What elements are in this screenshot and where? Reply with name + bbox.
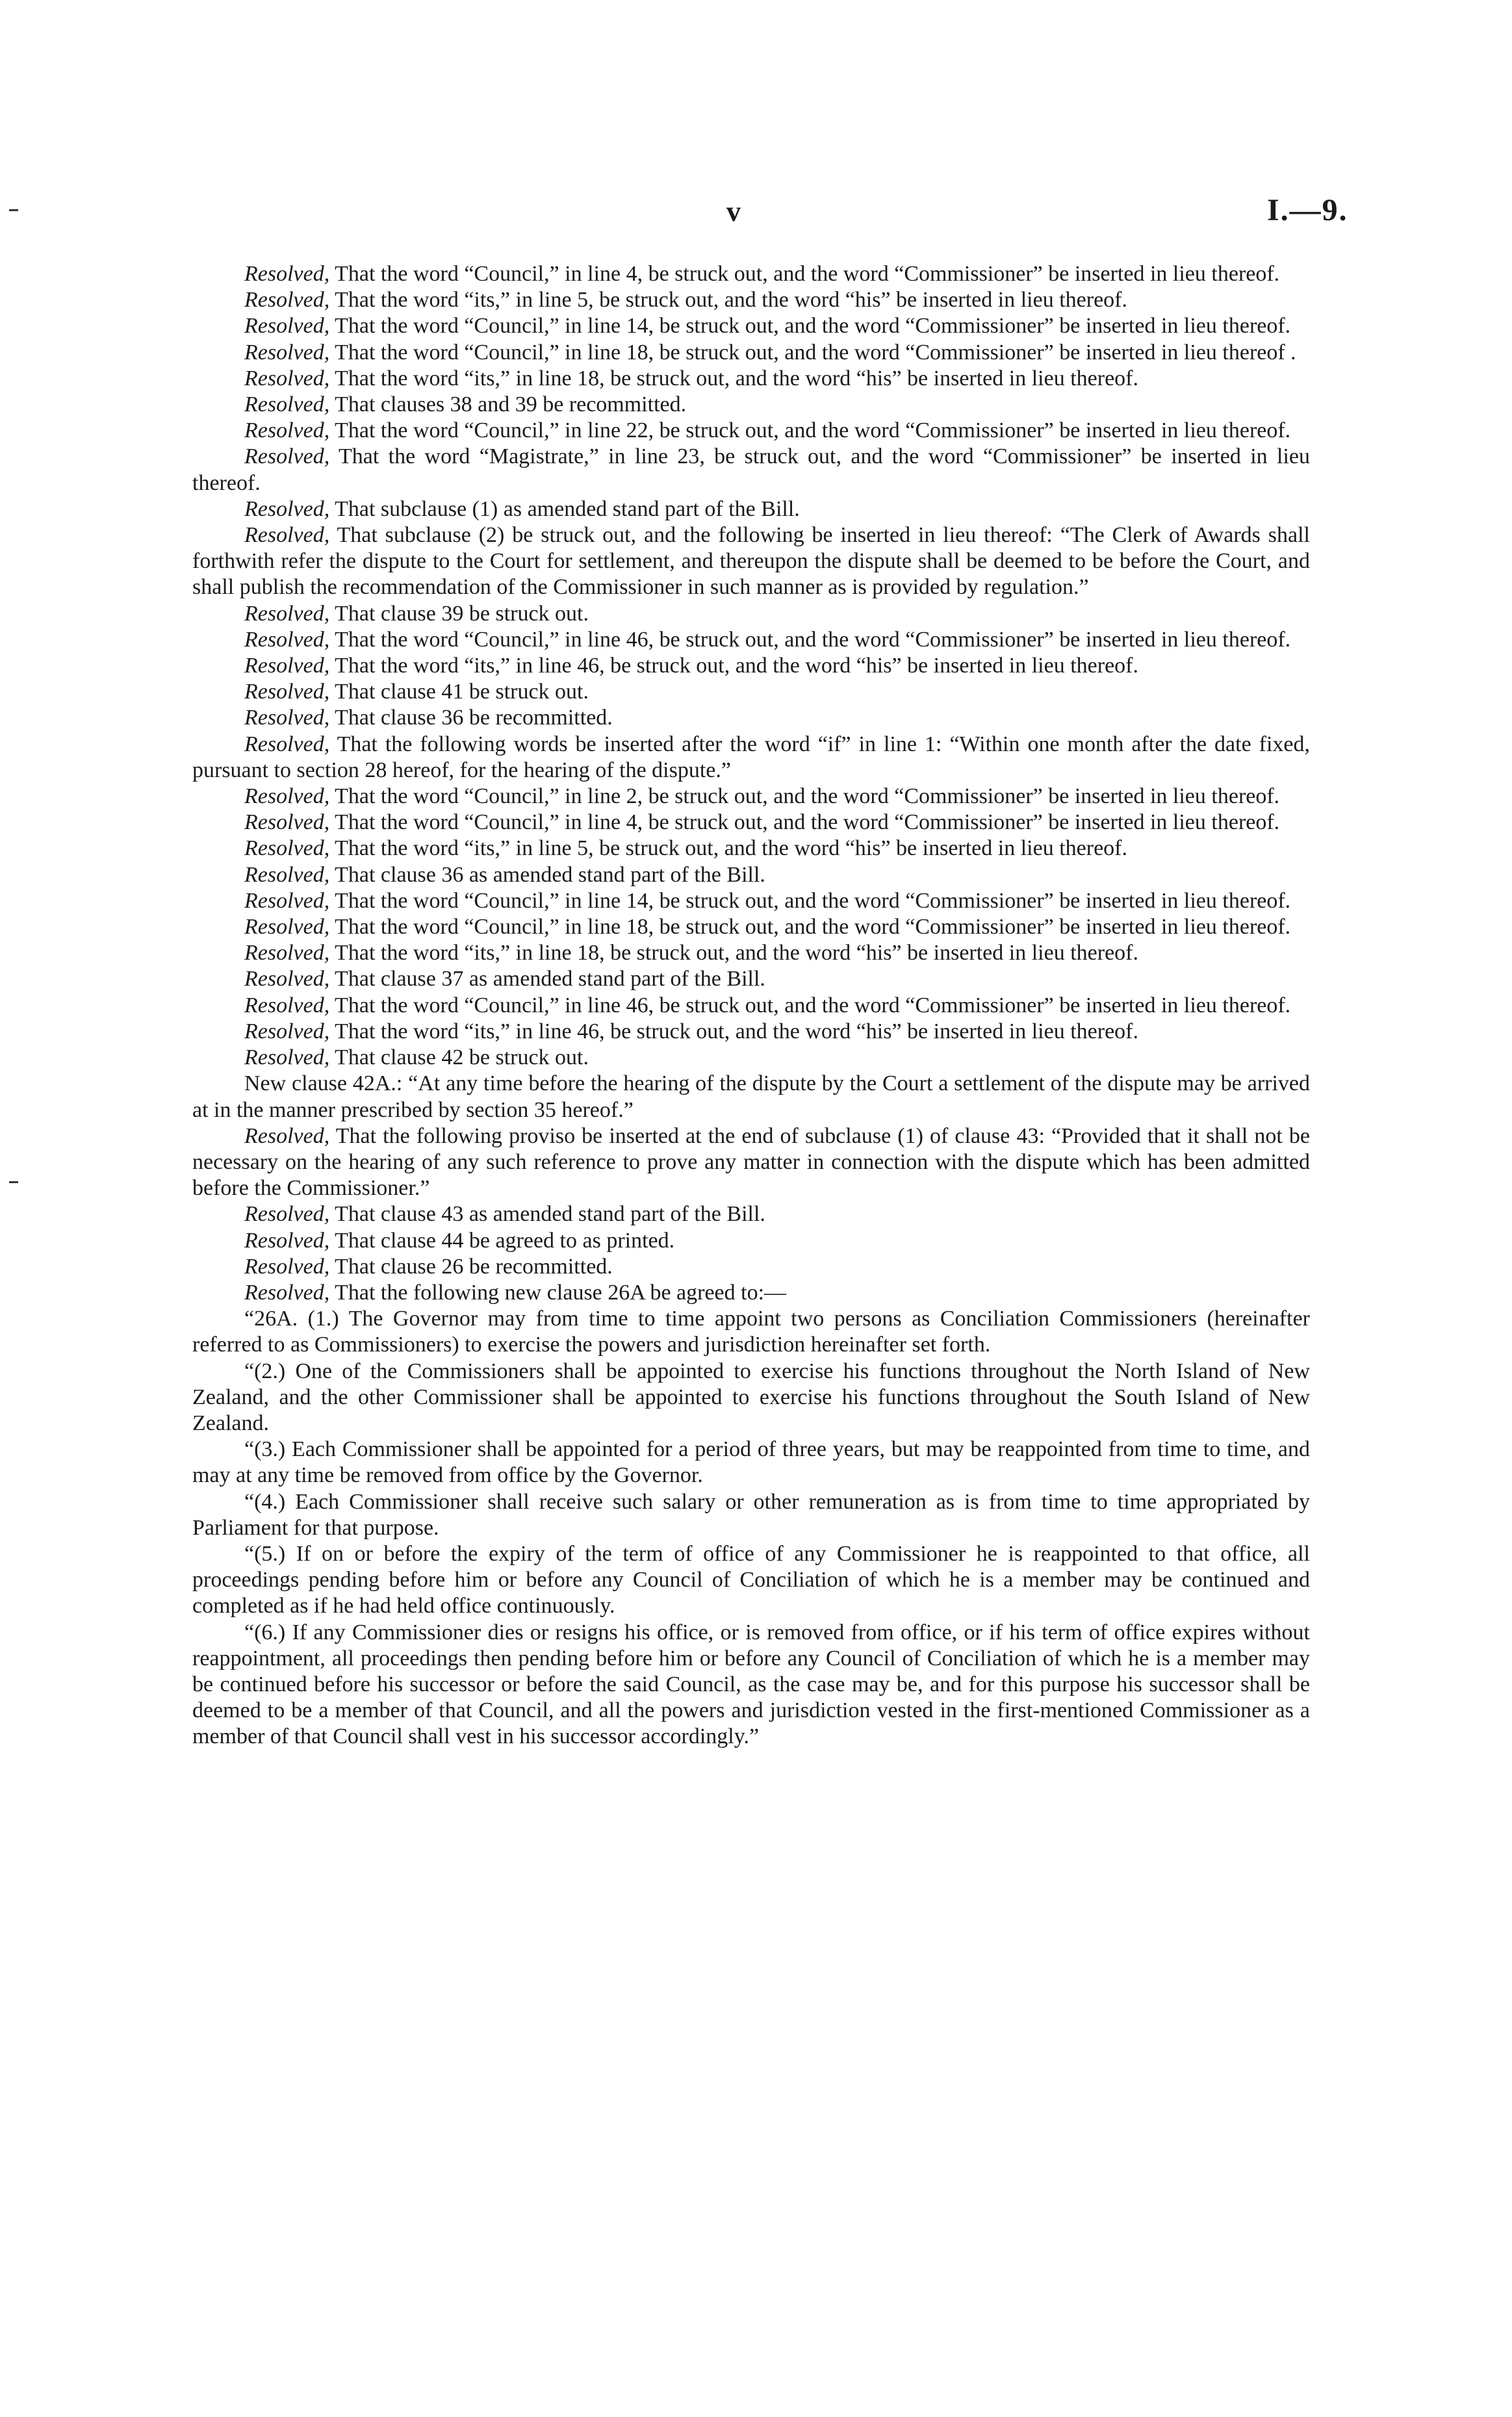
resolved-label: Resolved, xyxy=(244,444,330,469)
paragraph xyxy=(192,1019,1310,1045)
resolved-label: Resolved, xyxy=(244,340,330,364)
paragraph-text: “(6.) If any Commissioner dies or resigns his office, or is removed from office, or if his term of office expires without reappointment, all proceedings then pending before him or before any Council of Conciliation of which he is a member may be continued before his successor or before the said Council, as the case may be, and for this purpose his successor shall be deemed to be a member of that Council, and all the powers and jurisdiction vested in the first-mentioned Commissioner as a member of that Council shall vest in his successor accordingly.” xyxy=(192,1620,1310,1749)
paragraph xyxy=(192,261,1310,287)
paragraph-text: That subclause (2) be struck out, and the following be inserted in lieu thereof: “The Clerk of Awards shall forthwith refer the dispute to the Court for settlement, and thereupon the dispute shall be deemed to be before the Court, and shall publish the recommendation of the Commissioner in such manner as is provided by regulation.” xyxy=(192,523,1310,600)
resolved-label: Resolved, xyxy=(244,680,330,704)
paragraph-text: That the word “its,” in line 46, be struck out, and the word “his” be inserted in lieu thereof. xyxy=(335,654,1138,678)
paragraph-text: That clauses 38 and 39 be recommitted. xyxy=(335,392,687,417)
paragraph xyxy=(192,392,1310,418)
resolved-label: Resolved, xyxy=(244,1228,330,1253)
resolved-label: Resolved, xyxy=(244,1045,330,1070)
paragraph xyxy=(192,366,1310,392)
paragraph-text: That the word “its,” in line 5, be struck out, and the word “his” be inserted in lieu thereof. xyxy=(335,836,1127,861)
paragraph xyxy=(192,732,1310,784)
resolved-label: Resolved, xyxy=(244,941,330,966)
paragraph xyxy=(192,862,1310,888)
paragraph-text: “26A. (1.) The Governor may from time to time appoint two persons as Conciliation Commissioners (hereinafter referred to as Commissioners) to exercise the powers and jurisdiction hereinafter set forth. xyxy=(192,1307,1310,1357)
resolved-label: Resolved, xyxy=(244,1202,330,1227)
paragraph-text: That clause 39 be struck out. xyxy=(335,601,589,626)
paragraph xyxy=(192,705,1310,731)
resolved-label: Resolved, xyxy=(244,706,330,730)
paragraph xyxy=(192,836,1310,862)
paragraph-text: That the word “its,” in line 46, be struck out, and the word “his” be inserted in lieu thereof. xyxy=(335,1019,1138,1043)
resolved-label: Resolved, xyxy=(244,836,330,861)
paragraph xyxy=(192,522,1310,601)
paragraph-text: That the word “its,” in line 18, be struck out, and the word “his” be inserted in lieu thereof. xyxy=(335,366,1138,390)
resolved-label: Resolved, xyxy=(244,732,330,756)
paragraph xyxy=(192,313,1310,339)
resolved-label: Resolved, xyxy=(244,993,330,1017)
page-number: v xyxy=(726,196,741,227)
paragraph xyxy=(192,601,1310,627)
paragraph xyxy=(192,1045,1310,1071)
paragraph-text: “(5.) If on or before the expiry of the term of office of any Commissioner he is reappointed to that office, all proceedings pending before him or before any Council of Conciliation of which he is a member may be continued and completed as if he had held office continuously. xyxy=(192,1541,1310,1618)
paragraph xyxy=(192,784,1310,810)
resolved-label: Resolved, xyxy=(244,496,330,521)
paragraph-text: “(2.) One of the Commissioners shall be appointed to exercise his functions throughout the North Island of New Zealand, and the other Commissioner shall be appointed to exercise his functions throughout the South Island of New Zealand. xyxy=(192,1359,1310,1435)
paragraph xyxy=(192,966,1310,992)
resolved-label: Resolved, xyxy=(244,654,330,678)
paragraph xyxy=(192,653,1310,679)
paragraph-text: That the word “Council,” in line 46, be struck out, and the word “Commissioner” be inserted in lieu thereof. xyxy=(335,627,1291,652)
paragraph xyxy=(192,810,1310,836)
paragraph xyxy=(192,1489,1310,1541)
paragraph xyxy=(192,1071,1310,1123)
resolved-label: Resolved, xyxy=(244,1123,330,1148)
paragraph-text: That the word “Council,” in line 22, be struck out, and the word “Commissioner” be inserted in lieu thereof. xyxy=(335,418,1291,443)
paragraph xyxy=(192,444,1310,496)
resolved-label: Resolved, xyxy=(244,523,330,548)
paragraph xyxy=(192,1541,1310,1620)
resolved-label: Resolved, xyxy=(244,262,330,286)
paragraph-text: That the word “Council,” in line 2, be struck out, and the word “Commissioner” be inserted in lieu thereof. xyxy=(335,784,1280,809)
paragraph xyxy=(192,1280,1310,1306)
paragraph-text: That clause 36 as amended stand part of the Bill. xyxy=(335,862,765,887)
paragraph-text: That the word “its,” in line 5, be struck out, and the word “his” be inserted in lieu thereof. xyxy=(335,288,1127,313)
paragraph xyxy=(192,1437,1310,1489)
paragraph-text: That the following proviso be inserted at the end of subclause (1) of clause 43: “Provided that it shall not be necessary on the hearing of any such reference to prove any matter in connection with the dispute which has been admitted before the Commissioner.” xyxy=(192,1123,1311,1201)
paragraph xyxy=(192,1228,1310,1254)
paragraph-text: “(3.) Each Commissioner shall be appointed for a period of three years, but may be reappointed from time to time, and may at any time be removed from office by the Governor. xyxy=(192,1437,1310,1488)
paragraph-text: That clause 36 be recommitted. xyxy=(335,706,613,730)
paragraph-text: That subclause (1) as amended stand part of the Bill. xyxy=(335,496,800,521)
margin-mark xyxy=(9,209,18,211)
resolved-label: Resolved, xyxy=(244,627,330,652)
paragraph-text: That clause 37 as amended stand part of the Bill. xyxy=(335,967,765,991)
resolved-label: Resolved, xyxy=(244,810,330,835)
paragraph-text: That clause 43 as amended stand part of the Bill. xyxy=(335,1202,765,1227)
paragraph xyxy=(192,496,1310,522)
paragraph-text: That clause 41 be struck out. xyxy=(335,680,589,704)
paragraph xyxy=(192,914,1310,940)
paragraph-text: That the following words be inserted after the word “if” in line 1: “Within one month after the date fixed, pursuant to section 28 hereof, for the hearing of the dispute.” xyxy=(192,732,1310,782)
resolved-label: Resolved, xyxy=(244,1280,330,1305)
paragraph-text: That clause 26 be recommitted. xyxy=(335,1254,613,1279)
resolved-label: Resolved, xyxy=(244,418,330,443)
resolved-label: Resolved, xyxy=(244,288,330,313)
paragraph-text: That the word “Magistrate,” in line 23, be struck out, and the word “Commissioner” be inserted in lieu thereof. xyxy=(192,444,1311,495)
paragraph xyxy=(192,888,1310,914)
paragraph xyxy=(192,627,1310,653)
resolved-label: Resolved, xyxy=(244,601,330,626)
resolved-label: Resolved, xyxy=(244,888,330,913)
paragraph xyxy=(192,1620,1310,1750)
paragraph-text: “(4.) Each Commissioner shall receive such salary or other remuneration as is from time to time appropriated by Parliament for that purpose. xyxy=(192,1489,1310,1540)
resolved-label: Resolved, xyxy=(244,915,330,940)
resolved-label: Resolved, xyxy=(244,967,330,991)
resolved-label: Resolved, xyxy=(244,1254,330,1279)
paragraph-text: That the word “Council,” in line 14, be struck out, and the word “Commissioner” be inserted in lieu thereof. xyxy=(335,314,1291,339)
paragraph xyxy=(192,940,1310,966)
paragraph xyxy=(192,679,1310,705)
paragraph-text: New clause 42A.: “At any time before the hearing of the dispute by the Court a settlement of the dispute may be arrived at in the manner prescribed by section 35 hereof.” xyxy=(192,1071,1310,1122)
paragraph-text: That clause 44 be agreed to as printed. xyxy=(335,1228,675,1253)
paragraph-text: That the word “Council,” in line 4, be struck out, and the word “Commissioner” be inserted in lieu thereof. xyxy=(335,810,1280,835)
paragraph xyxy=(192,287,1310,313)
resolved-label: Resolved, xyxy=(244,784,330,809)
margin-mark xyxy=(9,1181,18,1183)
paragraph xyxy=(192,418,1310,444)
resolved-label: Resolved, xyxy=(244,314,330,339)
paragraph xyxy=(192,1359,1310,1437)
paragraph-text: That the word “Council,” in line 4, be struck out, and the word “Commissioner” be inserted in lieu thereof. xyxy=(335,262,1280,286)
paragraph-text: That the word “its,” in line 18, be struck out, and the word “his” be inserted in lieu thereof. xyxy=(335,941,1138,966)
document-reference: I.—9. xyxy=(1267,193,1348,227)
paragraph-text: That the word “Council,” in line 18, be struck out, and the word “Commissioner” be inserted in lieu thereof . xyxy=(335,340,1296,364)
paragraph xyxy=(192,340,1310,366)
paragraph-text: That the word “Council,” in line 14, be struck out, and the word “Commissioner” be inserted in lieu thereof. xyxy=(335,888,1291,913)
paragraph-text: That the following new clause 26A be agreed to:— xyxy=(335,1280,787,1305)
paragraph xyxy=(192,1306,1310,1358)
paragraph-text: That the word “Council,” in line 46, be struck out, and the word “Commissioner” be inserted in lieu thereof. xyxy=(335,993,1291,1017)
resolved-label: Resolved, xyxy=(244,1019,330,1043)
resolved-label: Resolved, xyxy=(244,862,330,887)
resolved-label: Resolved, xyxy=(244,366,330,390)
paragraph xyxy=(192,993,1310,1019)
resolved-label: Resolved, xyxy=(244,392,330,417)
paragraph-text: That the word “Council,” in line 18, be struck out, and the word “Commissioner” be inserted in lieu thereof. xyxy=(335,915,1291,940)
paragraph xyxy=(192,1201,1310,1227)
paragraph xyxy=(192,1123,1310,1202)
paragraph xyxy=(192,1254,1310,1280)
document-body xyxy=(192,261,1310,1750)
paragraph-text: That clause 42 be struck out. xyxy=(335,1045,589,1070)
